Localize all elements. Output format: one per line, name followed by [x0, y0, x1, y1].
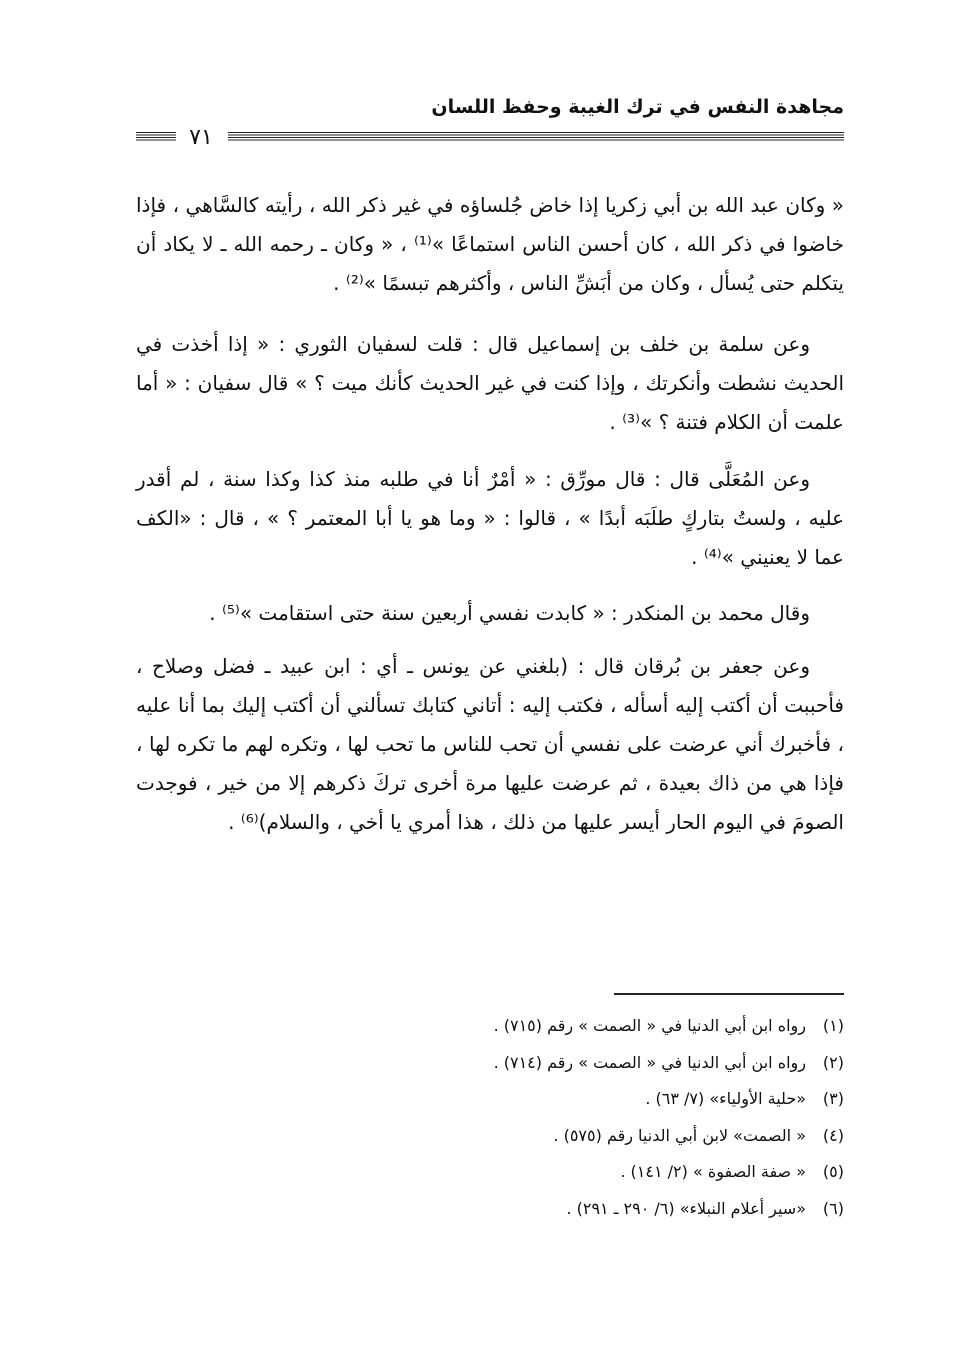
footnote-text: «حلية الأولياء» (٧/ ٦٣) . [645, 1089, 806, 1108]
footnote-number: (٥) [822, 1162, 844, 1181]
footnote-number: (٤) [822, 1125, 844, 1145]
footnote-text: « صفة الصفوة » (٢/ ١٤١) . [620, 1162, 806, 1181]
footnote [136, 1081, 844, 1118]
footnote-text: « الصمت» لابن أبي الدنيا رقم (٥٧٥) . [553, 1125, 806, 1145]
footnote [136, 1118, 844, 1155]
footnote-number: (٦) [822, 1198, 844, 1218]
footnote-number: (٣) [822, 1089, 844, 1108]
paragraph: « وكان عبد الله بن أبي زكريا إذا خاض جُلساؤه في غير ذكر الله ، رأيته كالسَّاهي ، فإذا خاضوا في ذكر الله ، كان أحسن الناس استماعًا »⁽¹⁾ ، « وكان ـ رحمه الله ـ لا يكاد أن يتكلم حتى يُسأل ، وكان من أبَشِّ الناس ، وأكثرهم تبسمًا »⁽²⁾ . [136, 193, 844, 295]
footnotes [136, 1008, 844, 1227]
body-text [136, 186, 844, 842]
footnote-text: رواه ابن أبي الدنيا في « الصمت » رقم (٧١٤) . [493, 1052, 806, 1072]
footnote-text: «سير أعلام النبلاء» (٦/ ٢٩٠ ـ ٢٩١) . [566, 1198, 806, 1218]
page-number: ٧١ [189, 125, 213, 150]
footnote [136, 1008, 844, 1045]
header-rule [228, 132, 844, 142]
footnote-separator [614, 993, 844, 995]
running-title: مجاهدة النفس في ترك الغيبة وحفظ اللسان [431, 96, 844, 118]
header-rule-short [136, 132, 176, 142]
footnote [136, 1045, 844, 1082]
footnote-number: (٢) [822, 1052, 844, 1072]
paragraph: وعن المُعَلَّى قال : قال مورِّق : « أمْرٌ أنا في طلبه منذ كذا وكذا سنة ، لم أقدر عليه ، ولستُ بتاركٍ طلَبَه أبدًا » ، قالوا : « وما هو يا أبا المعتمر ؟ » ، قال : «الكف عما لا يعنيني »⁽⁴⁾ . [136, 467, 844, 569]
footnote [136, 1191, 844, 1228]
footnote-number: (١) [822, 1016, 844, 1035]
footnote-text: رواه ابن أبي الدنيا في « الصمت » رقم (٧١٥) . [493, 1016, 806, 1035]
paragraph: وقال محمد بن المنكدر : « كابدت نفسي أربعين سنة حتى استقامت »⁽⁵⁾ . [209, 601, 810, 625]
paragraph: وعن سلمة بن خلف بن إسماعيل قال : قلت لسفيان الثوري : « إذا أخذت في الحديث نشطت وأنكرتك ، وإذا كنت في غير الحديث كأنك ميت ؟ » قال سفيان : « أما علمت أن الكلام فتنة ؟ »⁽³⁾ . [136, 332, 844, 434]
footnote [136, 1154, 844, 1191]
paragraph: وعن جعفر بن بُرقان قال : (بلغني عن يونس ـ أي : ابن عبيد ـ فضل وصلاح ، فأحببت أن أكتب إليه أسأله ، فكتب إليه : أتاني كتابك تسألني أن أكتب إليك بما أنا عليه ، فأخبرك أني عرضت على نفسي أن تحب للناس ما تحب لها ، وتكره لهم ما تكره لها ، فإذا هي من ذاك بعيدة ، ثم عرضت عليها مرة أخرى تركَ ذكرهم إلا من خير ، فوجدت الصومَ في اليوم الحار أيسر عليها من ذلك ، هذا أمري يا أخي ، والسلام)⁽⁶⁾ . [136, 654, 844, 834]
